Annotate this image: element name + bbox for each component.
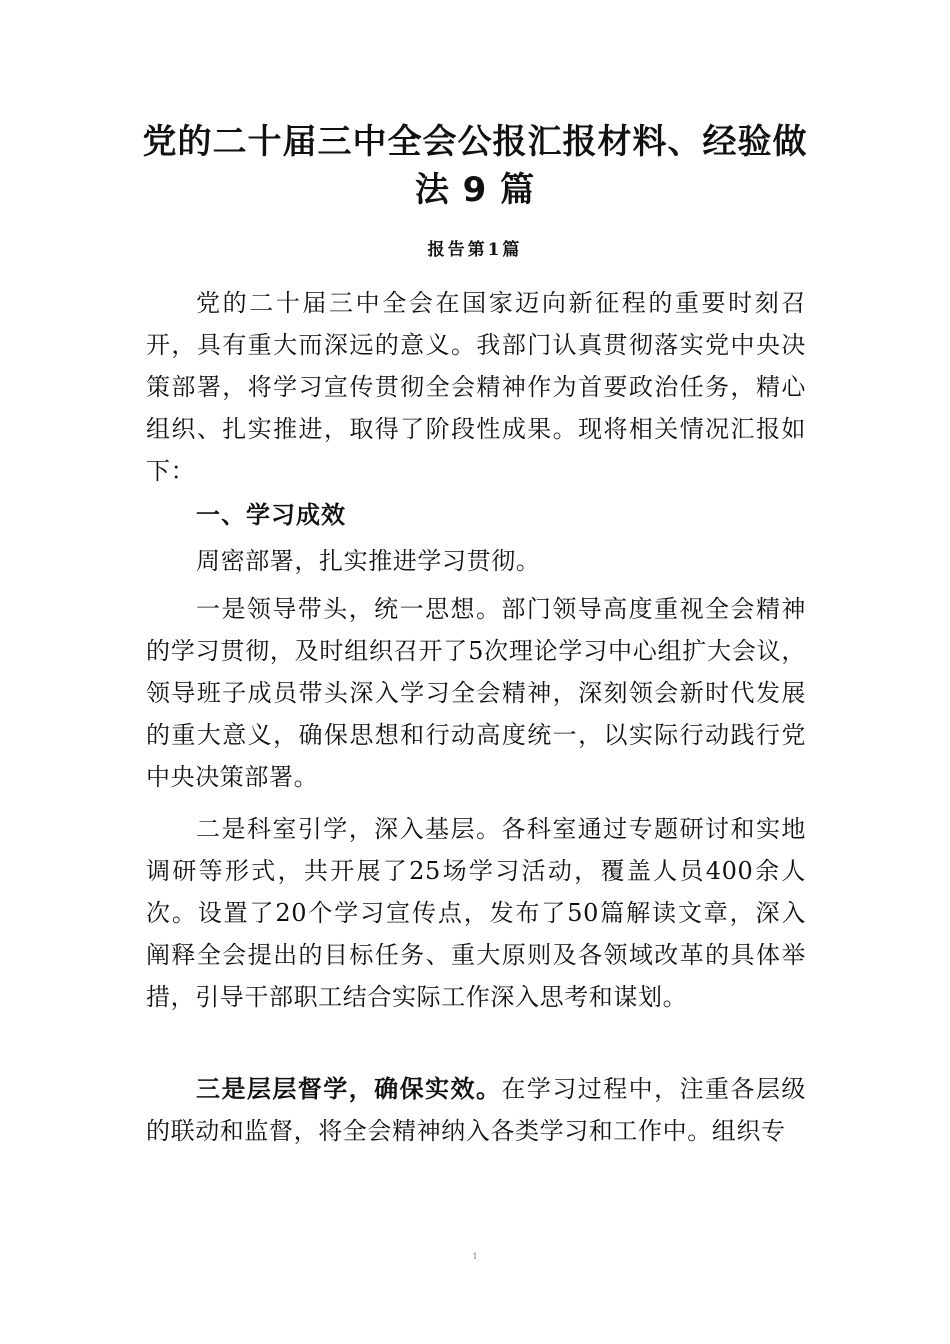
point-2-lead: 二是科室引学，深入基层。 — [196, 815, 502, 843]
point-3-lead: 三是层层督学，确保实效。 — [196, 1074, 502, 1103]
document-title: 党的二十届三中全会公报汇报材料、经验做法 9 篇 — [142, 122, 808, 210]
point-3-paragraph — [146, 1068, 806, 1152]
intro-paragraph: 党的二十届三中全会在国家迈向新征程的重要时刻召开，具有重大而深远的意义。我部门认真贯彻落实党中央决策部署，将学习宣传贯彻全会精神作为首要政治任务，精心组织、扎实推进，取得了阶段性成果。现将相关情况汇报如下： — [146, 289, 806, 485]
point-2-paragraph — [146, 808, 806, 1018]
section-heading: 一、学习成效 — [196, 501, 346, 529]
point-1-lead: 一是领导带头，统一思想。 — [196, 595, 502, 623]
point-1-paragraph — [146, 588, 806, 798]
point-2-body: 各科室通过专题研讨和实地调研等形式，共开展了25场学习活动，覆盖人员400余人 次。设置了20个学习宣传点，发布了50篇解读文章，深入 阐释全会提出的目标任务、重大原则及各领域改革的具体举 措，引导干部职工结合实际工作深入思考和谋划。 — [146, 815, 806, 1011]
point-3-body: 在学习过程中，注重各层级的联动和监督，将全会精神纳入各类学习和工作中。组织专 — [146, 1075, 806, 1145]
document-subtitle: 报告第1篇 — [427, 240, 523, 260]
page-number: 1 — [472, 1252, 478, 1261]
point-1-body: 部门领导高度重视全会精神的学习贯彻，及时组织召开了5次理论学习中心组扩大会议， 领导班子成员带头深入学习全会精神，深刻领会新时代发展 的重大意义，确保思想和行动高度统一，以实际行动践行党 中央决策部署。 — [146, 595, 806, 791]
section-summary: 周密部署，扎实推进学习贯彻。 — [196, 547, 541, 575]
